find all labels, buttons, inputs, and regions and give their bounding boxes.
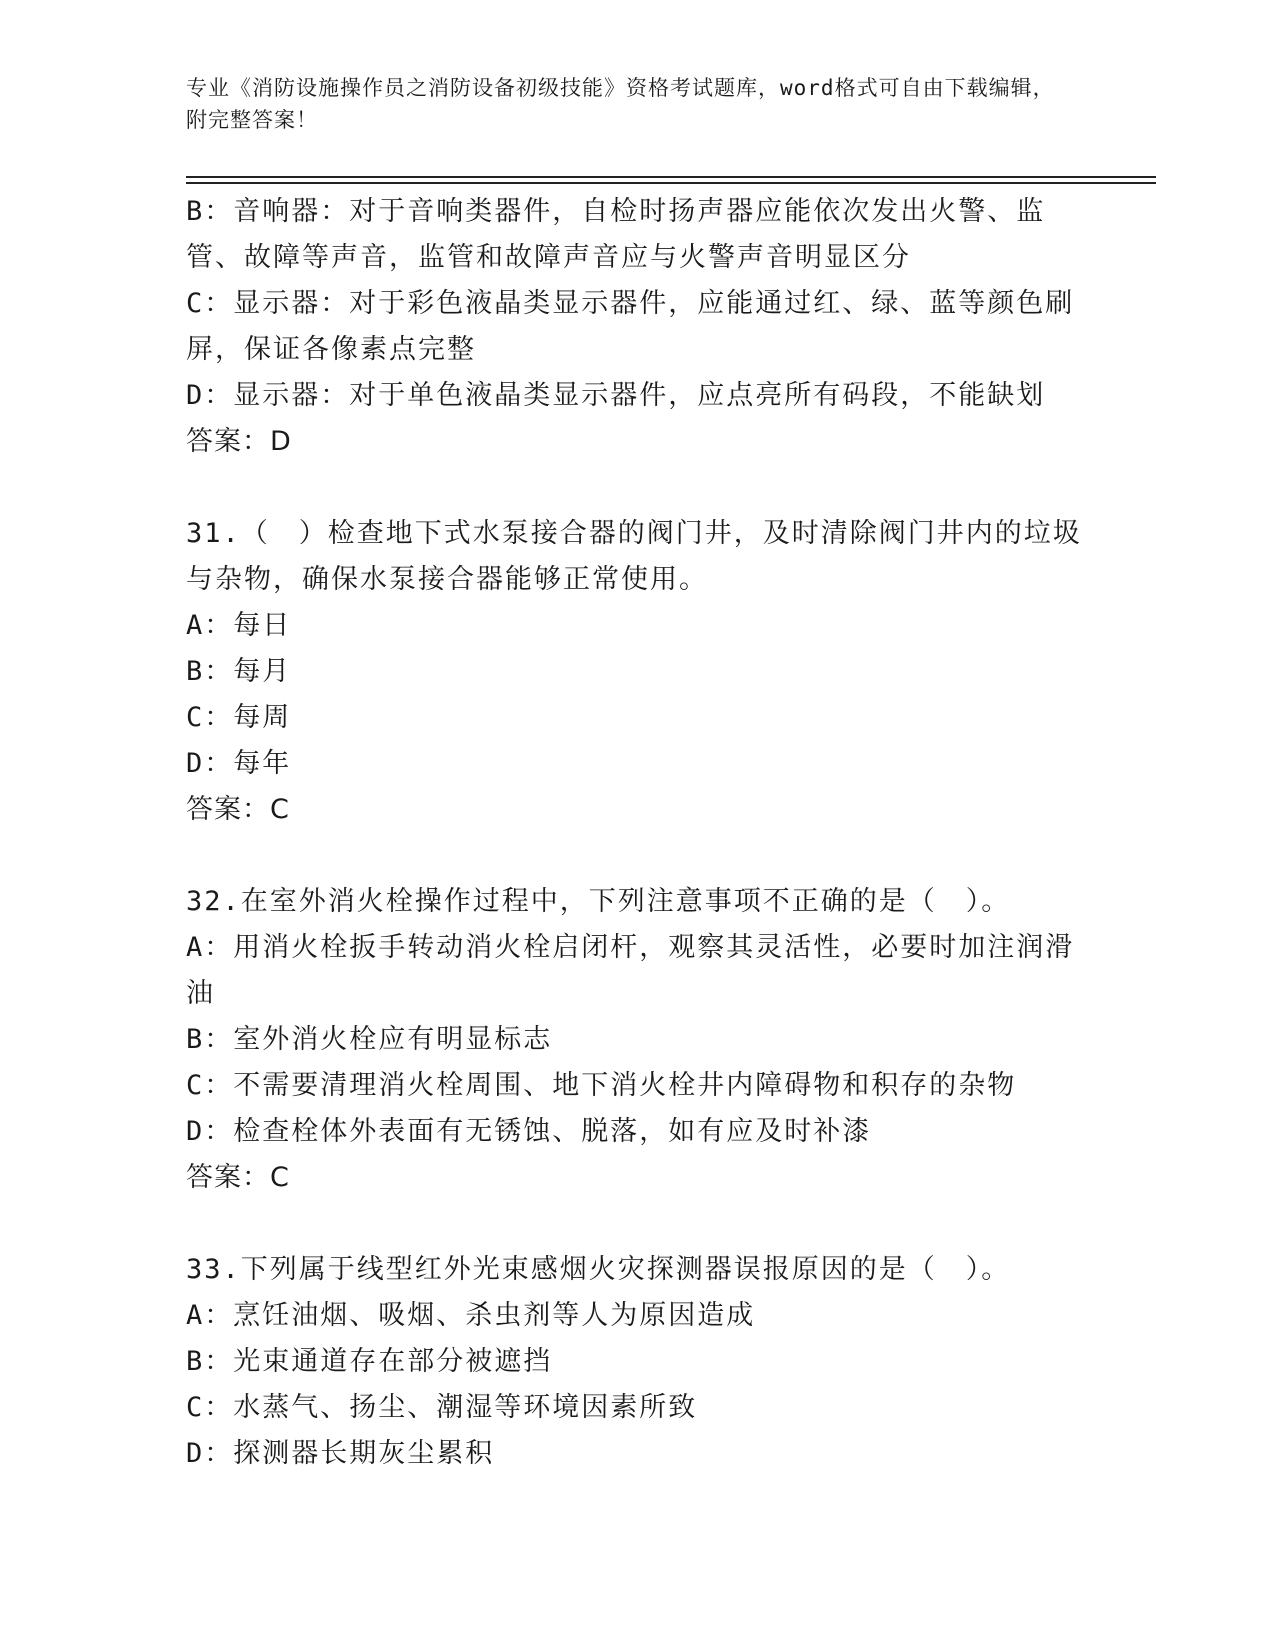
question-block-32 — [186, 879, 1086, 1201]
document-header: 专业《消防设施操作员之消防设备初级技能》资格考试题库，word格式可自由下载编辑，附完整答案！ — [186, 76, 1055, 132]
question-content — [186, 189, 1086, 1477]
option-c: C：不需要清理消火栓周围、地下消火栓井内障碍物和积存的杂物 — [186, 1070, 1017, 1101]
question-stem: 32.在室外消火栓操作过程中，下列注意事项不正确的是（ ）。 — [186, 886, 1011, 917]
question-stem: 33.下列属于线型红外光束感烟火灾探测器误报原因的是（ ）。 — [186, 1254, 1011, 1285]
question-stem: 31.（ ）检查地下式水泵接合器的阀门井，及时清除阀门井内的垃圾与杂物，确保水泵接合器能够正常使用。 — [186, 518, 1082, 595]
option-d: D：显示器：对于单色液晶类显示器件，应点亮所有码段，不能缺划 — [186, 380, 1046, 411]
option-d: D：检查栓体外表面有无锈蚀、脱落，如有应及时补漆 — [186, 1116, 872, 1147]
answer-line: 答案：C — [186, 1162, 290, 1193]
option-a: A：每日 — [186, 610, 292, 641]
header-divider-top — [186, 176, 1156, 178]
question-block-30 — [186, 189, 1086, 465]
option-b: B：音响器：对于音响类器件，自检时扬声器应能依次发出火警、监管、故障等声音，监管和故障声音应与火警声音明显区分 — [186, 196, 1046, 273]
option-d: D：每年 — [186, 748, 292, 779]
option-a: A：用消火栓扳手转动消火栓启闭杆，观察其灵活性，必要时加注润滑油 — [186, 932, 1075, 1009]
option-c: C：水蒸气、扬尘、潮湿等环境因素所致 — [186, 1392, 698, 1423]
option-c: C：每周 — [186, 702, 292, 733]
answer-line: 答案：D — [186, 426, 292, 457]
option-b: B：室外消火栓应有明显标志 — [186, 1024, 553, 1055]
option-c: C：显示器：对于彩色液晶类显示器件，应能通过红、绿、蓝等颜色刷屏，保证各像素点完整 — [186, 288, 1075, 365]
answer-line: 答案：C — [186, 794, 290, 825]
option-d: D：探测器长期灰尘累积 — [186, 1438, 495, 1469]
option-b: B：每月 — [186, 656, 292, 687]
option-b: B：光束通道存在部分被遮挡 — [186, 1346, 553, 1377]
option-a: A：烹饪油烟、吸烟、杀虫剂等人为原因造成 — [186, 1300, 756, 1331]
question-block-33 — [186, 1247, 1086, 1477]
header-divider-bottom — [186, 182, 1156, 184]
question-block-31 — [186, 511, 1086, 833]
